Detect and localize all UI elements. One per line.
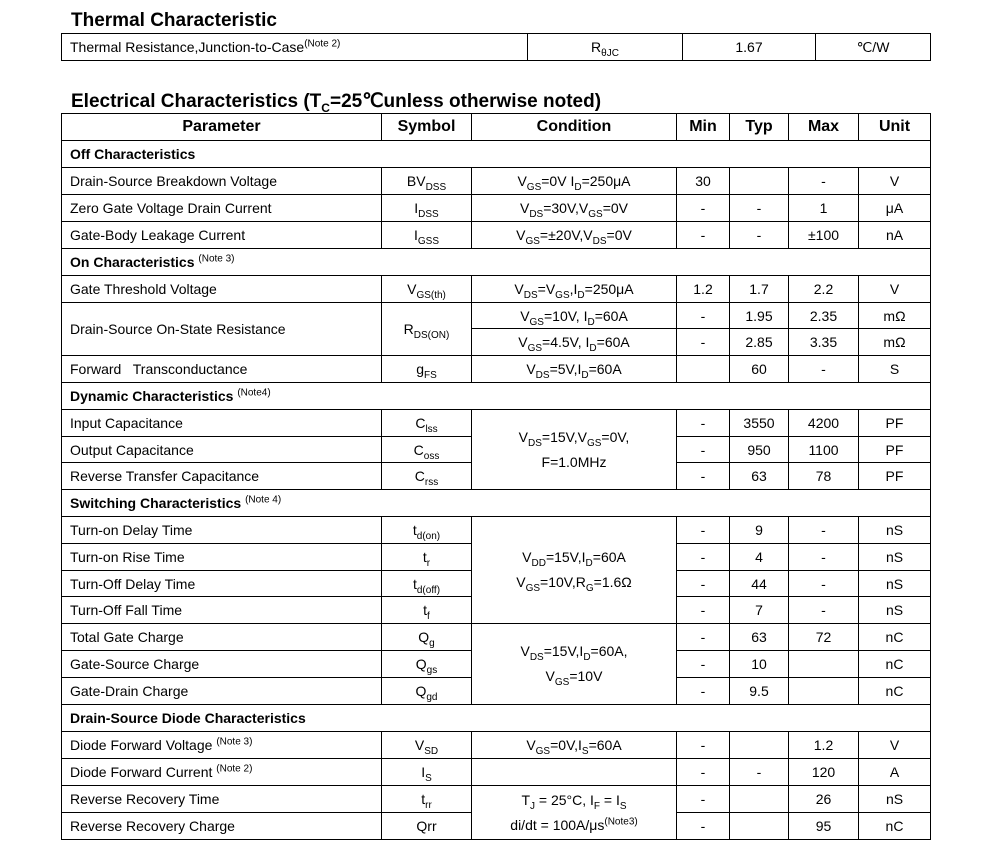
electrical-title: Electrical Characteristics ($T_C=25℃unless$ otherwise noted) (71, 91, 602, 115)
header-min: Min (677, 114, 730, 141)
row-qgd: Gate-Drain Charge $Q_{gd}$ - 9.5 nC (62, 678, 931, 705)
header-row (62, 114, 931, 141)
section-on: On Characteristics $^{(Note 3)}$ (62, 249, 931, 276)
header-typ: Typ (730, 114, 789, 141)
recovery-condition: $T_J = 25^\circ C$, $I_F = I_S$ $di/dt = 100A/\mu s^{(Note3)}$ (472, 786, 677, 840)
row-idss: Zero Gate Voltage Drain Current $I_{DSS}$ $V_{DS}=30V,V_{GS}=0V$ - - 1 μA (62, 195, 931, 222)
row-tdoff: Turn-Off Delay Time $t_{d(off)}$ - 44 - nS (62, 571, 931, 597)
row-coss: Output Capacitance $C_{oss}$ - 950 1100 PF (62, 437, 931, 463)
charge-condition: $V_{DS}=15V,I_D=60A$, $V_{GS}=10V$ (472, 624, 677, 705)
thermal-unit: ℃/W (816, 34, 931, 61)
section-diode: Drain-Source Diode Characteristics (62, 705, 931, 732)
header-max: Max (789, 114, 859, 141)
thermal-title: Thermal Characteristic (71, 10, 277, 31)
thermal-param: Thermal Resistance,Junction-to-Case$^{(Note 2)}$ (62, 34, 528, 61)
thermal-row (62, 34, 931, 61)
switching-condition: $V_{DD}=15V,I_D=60A$ $V_{GS}=10V,R_G=1.6\Omega$ (472, 517, 677, 624)
section-off: Off Characteristics (62, 141, 931, 168)
thermal-table (61, 33, 931, 61)
row-bvdss: Drain-Source Breakdown Voltage $BV_{DSS}$ $V_{GS}=0V$ $I_D=250\mu A$ 30 - V (62, 168, 931, 195)
row-tr: Turn-on Rise Time $t_r$ - 4 - nS (62, 544, 931, 571)
row-rdson-a: Drain-Source On-State Resistance $R_{DS(ON)}$ $V_{GS}=10V$, $I_D=60A$ - 1.95 2.35 mΩ (62, 303, 931, 329)
header-unit: Unit (859, 114, 931, 141)
thermal-symbol: $R_{\theta JC}$ (528, 34, 683, 61)
row-tf: Turn-Off Fall Time $t_f$ - 7 - nS (62, 597, 931, 624)
header-parameter: Parameter (62, 114, 382, 141)
row-is: Diode Forward Current $^{(Note 2)}$ $I_S$ - - 120 A (62, 759, 931, 786)
thermal-value: 1.67 (683, 34, 816, 61)
row-vgsth: Gate Threshold Voltage $V_{GS(th)}$ $V_{DS}=V_{GS},I_D=250\mu A$ 1.2 1.7 2.2 V (62, 276, 931, 303)
section-dynamic: Dynamic Characteristics $^{(Note4)}$ (62, 383, 931, 410)
row-ciss: Input Capacitance $C_{lss}$ $V_{DS}=15V,V_{GS}=0V$, F=1.0MHz - 3550 4200 PF (62, 410, 931, 437)
row-qgs: Gate-Source Charge $Q_{gs}$ - 10 nC (62, 651, 931, 678)
row-rdson-b: $V_{GS}=4.5V$, $I_D=60A$ - 2.85 3.35 mΩ (62, 329, 931, 356)
row-vsd: Diode Forward Voltage $^{(Note 3)}$ $V_{SD}$ $V_{GS}=0V,I_S=60A$ - 1.2 V (62, 732, 931, 759)
row-tdon: Turn-on Delay Time $t_{d(on)}$ $V_{DD}=15V,I_D=60A$ $V_{GS}=10V,R_G=1.6\Omega$ - 9 - nS (62, 517, 931, 544)
header-symbol: Symbol (382, 114, 472, 141)
row-gfs: Forward Transconductance $g_{FS}$ $V_{DS}=5V,I_D=60A$ 60 - S (62, 356, 931, 383)
header-condition: Condition (472, 114, 677, 141)
row-qg: Total Gate Charge $Q_g$ $V_{DS}=15V,I_D=60A$, $V_{GS}=10V$ - 63 72 nC (62, 624, 931, 651)
row-crss: Reverse Transfer Capacitance $C_{rss}$ - 63 78 PF (62, 463, 931, 490)
row-qrr: Reverse Recovery Charge Qrr - 95 nC (62, 813, 931, 840)
capacitance-condition: $V_{DS}=15V,V_{GS}=0V$, F=1.0MHz (472, 410, 677, 490)
row-trr: Reverse Recovery Time $t_{rr}$ $T_J = 25^\circ C$, $I_F = I_S$ $di/dt = 100A/\mu s^{(Note3)}$ - 26 nS (62, 786, 931, 813)
row-igss: Gate-Body Leakage Current $I_{GSS}$ $V_{GS}=\pm 20V,V_{DS}=0V$ - - ±100 nA (62, 222, 931, 249)
electrical-table (61, 113, 931, 840)
section-switching: Switching Characteristics $^{(Note 4)}$ (62, 490, 931, 517)
